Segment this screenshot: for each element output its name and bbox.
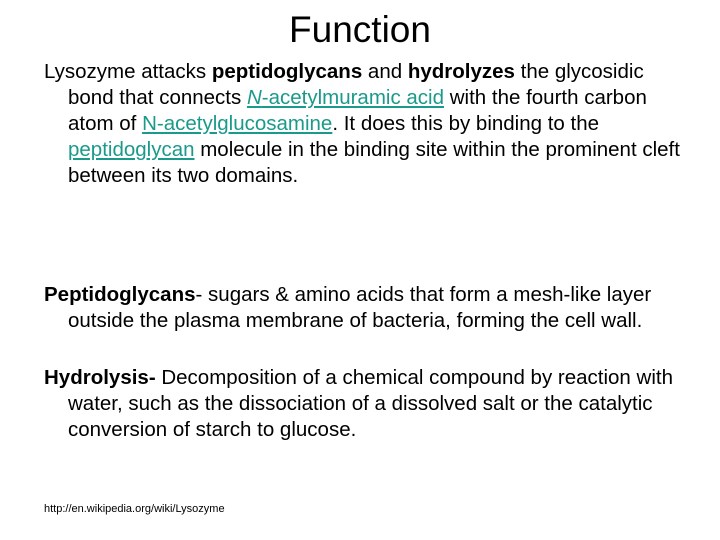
text: . It does this by binding to the [332, 112, 600, 135]
text: the glycosidic bond that connects [68, 60, 644, 109]
text: with the fourth carbon atom of [68, 86, 647, 135]
slide-title: Function [289, 9, 431, 50]
bold-term-peptidoglycans: peptidoglycans [211, 60, 363, 83]
text: Lysozyme attacks [44, 60, 212, 83]
link-italic: N [246, 86, 262, 109]
function-paragraph [44, 59, 684, 189]
term: Peptidoglycans [44, 283, 196, 306]
source-url: http://en.wikipedia.org/wiki/Lysozyme [44, 503, 225, 515]
hydrolysis-definition [44, 365, 684, 443]
link-text: -acetylmuramic acid [261, 86, 445, 109]
link-n-acetylglucosamine[interactable]: N-acetylglucosamine [142, 112, 333, 135]
definition: Decomposition of a chemical compound by reaction with water, such as the dissociation of a dissolved salt or the catalytic conversion of starch to glucose. [68, 366, 673, 441]
definition: - sugars & amino acids that form a mesh-like layer outside the plasma membrane of bacteria, forming the cell wall. [68, 283, 652, 332]
bold-term-hydrolyzes: hydrolyzes [407, 60, 515, 83]
link-n-acetylmuramic-acid[interactable] [247, 86, 444, 109]
peptidoglycans-definition [44, 282, 684, 334]
term: Hydrolysis- [44, 366, 156, 389]
link-peptidoglycan[interactable]: peptidoglycan [68, 138, 195, 161]
text: and [362, 60, 408, 83]
text: molecule in the binding site within the prominent cleft between its two domains. [68, 138, 680, 187]
